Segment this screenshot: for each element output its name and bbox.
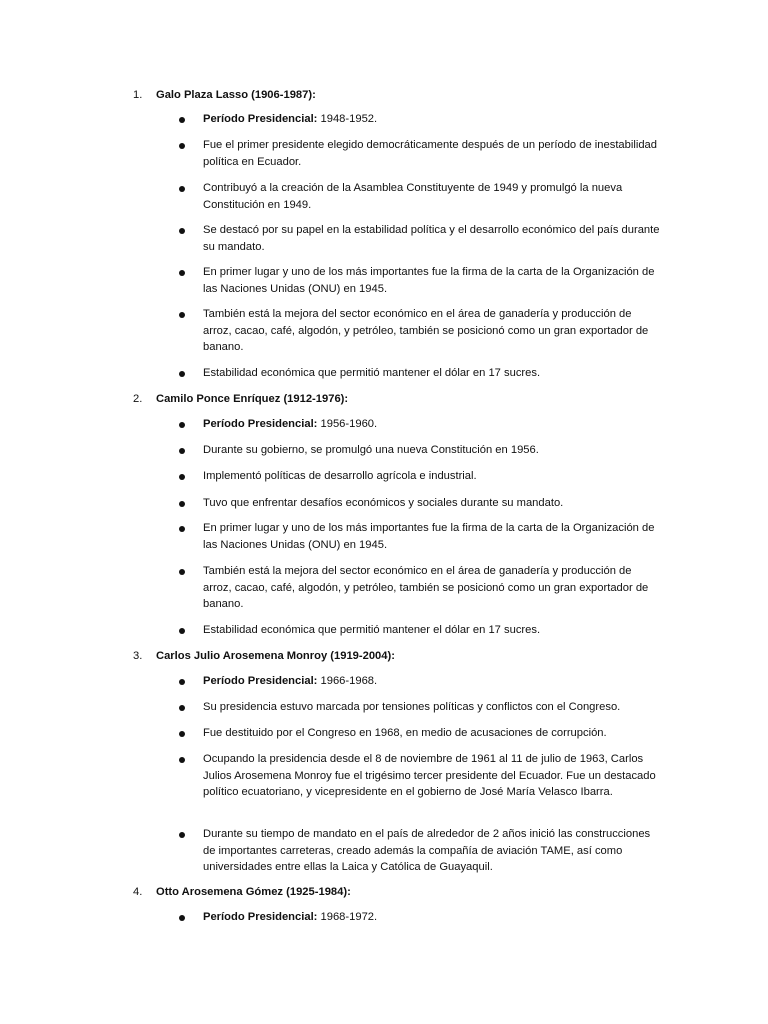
period-value: 1966-1968. — [320, 675, 378, 687]
bullet-icon — [179, 143, 185, 149]
list-number: 3. — [133, 650, 143, 662]
bullet-icon — [179, 569, 185, 575]
list-item-text: En primer lugar y uno de los más importantes fue la firma de la carta de la Organización de las Naciones Unidas (ONU) en 1945. — [203, 522, 655, 551]
president-name: Otto Arosemena Gómez (1925-1984): — [156, 886, 351, 898]
bullet-icon — [179, 270, 185, 276]
period-text — [203, 909, 663, 926]
list-item-text: Durante su tiempo de mandato en el país de alrededor de 2 años inició las construcciones de importantes carreteras, creado además la compañía de aviación TAME, así como universidades entre ellas la Laica y Católica de Guayaquil. — [203, 828, 651, 873]
president-name: Galo Plaza Lasso (1906-1987): — [156, 89, 316, 101]
list-item-text: Contribuyó a la creación de la Asamblea Constituyente de 1949 y promulgó la nueva Constitución en 1949. — [203, 182, 623, 211]
bullet-icon — [179, 731, 185, 737]
bullet-icon — [179, 501, 185, 507]
list-item-text: Tuvo que enfrentar desafíos económicos y sociales durante su mandato. — [203, 497, 564, 509]
period-text — [203, 673, 663, 690]
period-value: 1948-1952. — [320, 113, 378, 125]
list-item-text: También está la mejora del sector económico en el área de ganadería y producción de arroz, cacao, café, algodón, y petróleo, también se posicionó como un gran exportador de banano. — [203, 308, 649, 353]
list-item-text: Estabilidad económica que permitió mantener el dólar en 17 sucres. — [203, 367, 541, 379]
period-label: Período Presidencial: — [203, 418, 318, 430]
bullet-icon — [179, 915, 185, 921]
bullet-icon — [179, 422, 185, 428]
list-number: 2. — [133, 393, 143, 405]
period-label: Período Presidencial: — [203, 113, 318, 125]
period-text — [203, 416, 663, 433]
list-number: 1. — [133, 89, 143, 101]
bullet-icon — [179, 474, 185, 480]
period-label: Período Presidencial: — [203, 675, 318, 687]
president-name: Carlos Julio Arosemena Monroy (1919-2004): — [156, 650, 395, 662]
period-text — [203, 111, 663, 128]
list-item-text: En primer lugar y uno de los más importantes fue la firma de la carta de la Organización de las Naciones Unidas (ONU) en 1945. — [203, 266, 655, 295]
bullet-icon — [179, 312, 185, 318]
list-item-text: Fue destituido por el Congreso en 1968, en medio de acusaciones de corrupción. — [203, 727, 607, 739]
bullet-icon — [179, 832, 185, 838]
bullet-icon — [179, 448, 185, 454]
list-item-text: Su presidencia estuvo marcada por tensiones políticas y conflictos con el Congreso. — [203, 701, 621, 713]
bullet-icon — [179, 705, 185, 711]
bullet-icon — [179, 628, 185, 634]
period-value: 1968-1972. — [320, 911, 378, 923]
bullet-icon — [179, 228, 185, 234]
bullet-icon — [179, 371, 185, 377]
bullet-icon — [179, 526, 185, 532]
bullet-icon — [179, 679, 185, 685]
bullet-icon — [179, 117, 185, 123]
bullet-icon — [179, 186, 185, 192]
list-number: 4. — [133, 886, 143, 898]
list-item-text: Durante su gobierno, se promulgó una nueva Constitución en 1956. — [203, 444, 539, 456]
list-item-text: Ocupando la presidencia desde el 8 de noviembre de 1961 al 11 de julio de 1963, Carlos Julios Arosemena Monroy fue el trigésimo tercer presidente del Ecuador. Fue un destacado político ecuatoriano, y vicepresidente en el gobierno de José María Velasco Ibarra. — [203, 753, 656, 798]
period-value: 1956-1960. — [320, 418, 378, 430]
bullet-icon — [179, 757, 185, 763]
list-item-text: También está la mejora del sector económico en el área de ganadería y producción de arroz, cacao, café, algodón, y petróleo, también se posicionó como un gran exportador de banano. — [203, 565, 649, 610]
period-label: Período Presidencial: — [203, 911, 318, 923]
list-item-text: Fue el primer presidente elegido democráticamente después de un período de inestabilidad política en Ecuador. — [203, 139, 658, 168]
list-item-text: Implementó políticas de desarrollo agrícola e industrial. — [203, 470, 477, 482]
list-item-text: Se destacó por su papel en la estabilidad política y el desarrollo económico del país durante su mandato. — [203, 224, 660, 253]
list-item-text: Estabilidad económica que permitió mantener el dólar en 17 sucres. — [203, 624, 541, 636]
president-name: Camilo Ponce Enríquez (1912-1976): — [156, 393, 349, 405]
